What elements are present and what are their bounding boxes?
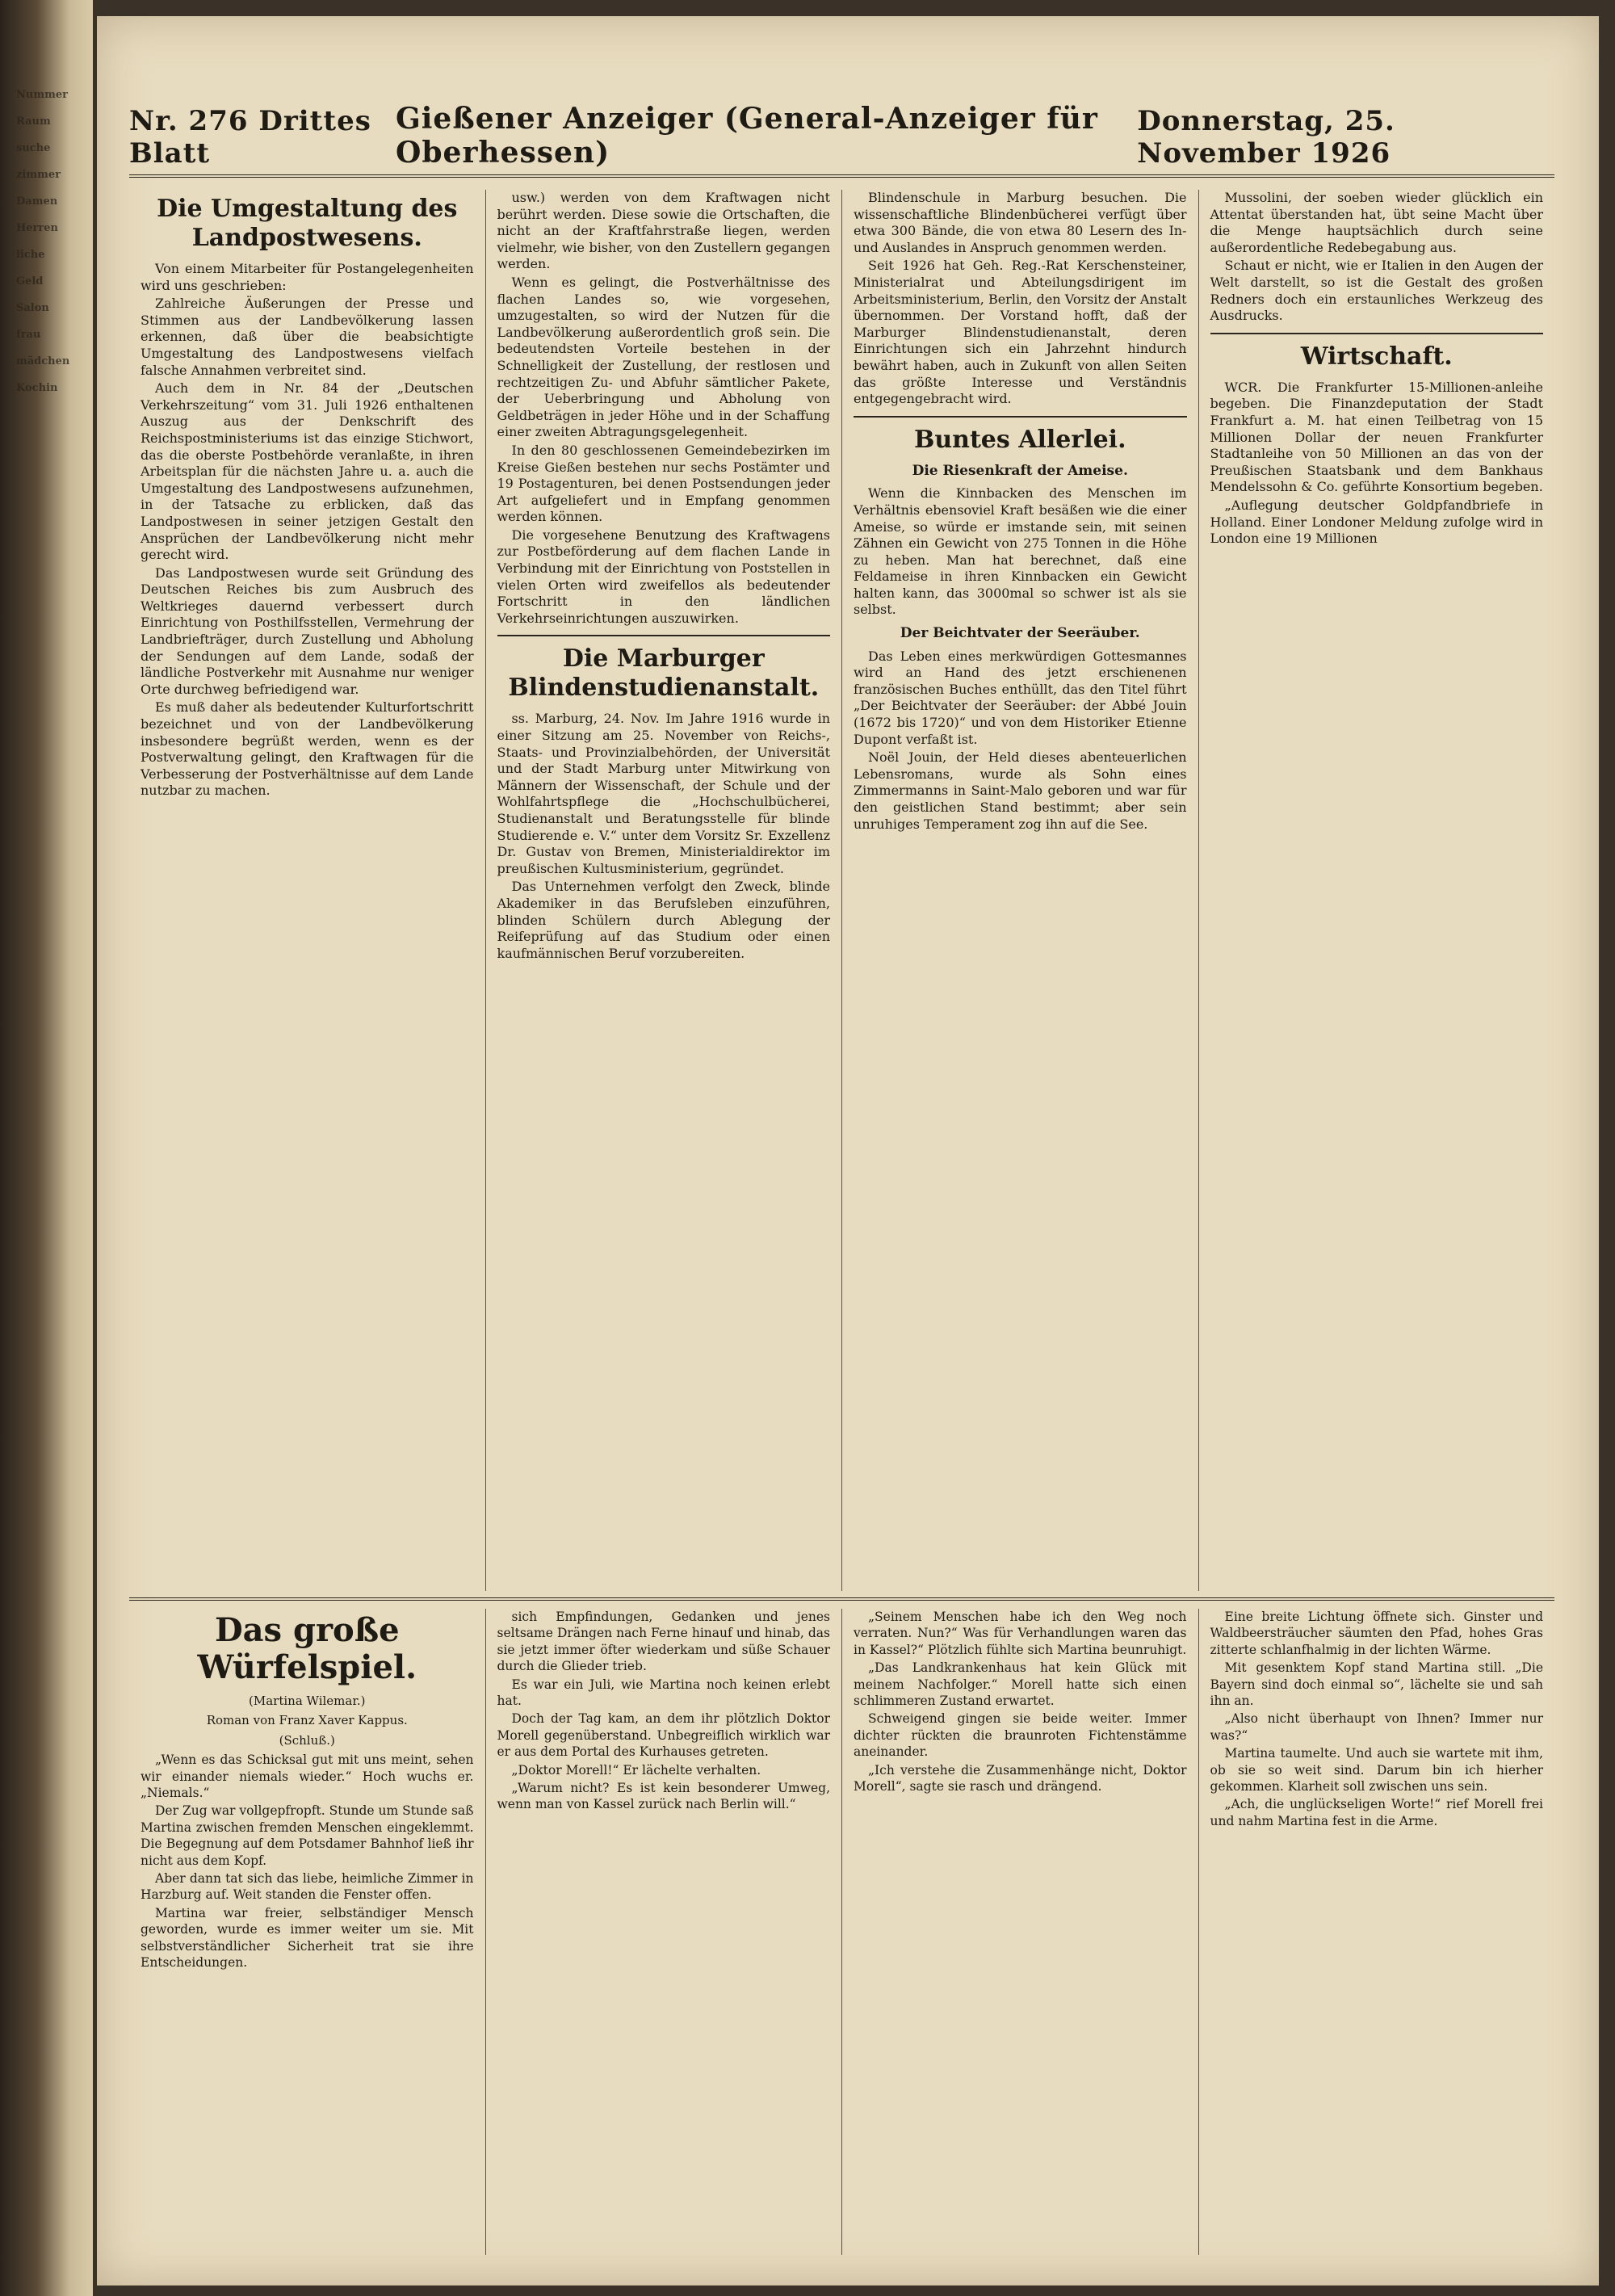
serial-title: Das große Würfelspiel.: [197, 1611, 417, 1686]
feuilleton-columns: [129, 1609, 1554, 2255]
article-title: Wirtschaft.: [1300, 342, 1453, 371]
article-paragraph: „Auflegung deutscher Goldpfandbriefe in Holland. Einer Londoner Meldung zufolge wird in London eine 19 Millionen: [1210, 497, 1543, 547]
article-paragraph: Schaut er nicht, wie er Italien in den Augen der Welt darstellt, so ist die Gestalt des großen Redners doch ein erstaunliches Werkzeug des Ausdrucks.: [1210, 258, 1543, 324]
article-paragraph: Auch dem in Nr. 84 der „Deutschen Verkehrszeitung“ vom 31. Juli 1926 enthaltenen Auszug aus der Denkschrift des Reichspostministeriums ist das einzige Stichwort, das die oberste Postbehörde veranlaßte, in ihren Arbeitsplan für die nächsten Jahre u. a. auch die Umgestaltung des Landpostwesens aufzunehmen, in der Tatsache zu erblicken, daß das Landpostwesen in seiner jetzigen Gestalt den Ansprüchen der Landbevölkerung nicht mehr gerecht wird.: [141, 380, 474, 563]
column-3: [842, 190, 1199, 1591]
serial-subtitle: (Martina Wilemar.): [249, 1694, 366, 1708]
issue-number: Nr. 276 Drittes Blatt: [129, 105, 371, 170]
serial-column-1: [129, 1609, 486, 2255]
article-title: Die Marburger Blindenstudienanstalt.: [508, 644, 820, 703]
serial-paragraph: Aber dann tat sich das liebe, heimliche Zimmer in Harzburg auf. Weit standen die Fenster offen.: [141, 1871, 474, 1903]
serial-paragraph: „Warum nicht? Es ist kein besonderer Umweg, wenn man von Kassel zurück nach Berlin will.“: [497, 1781, 830, 1812]
article-paragraph: Es muß daher als bedeutender Kulturfortschritt bezeichnet und von der Landbevölkerung insbesondere begrüßt werden, wenn es der Postverwaltung gelingt, den Kraftwagen für die Verbesserung der Postverhältnisse auf dem Lande nutzbar zu machen.: [141, 699, 474, 799]
article-byline: Von einem Mitarbeiter für Postangelegenheiten wird uns geschrieben:: [141, 261, 474, 293]
article-paragraph: Zahlreiche Äußerungen der Presse und Stimmen aus der Landbevölkerung lassen erkennen, daß über die beabsichtigte Umgestaltung des Landpostwesens vielfach falsche Annahmen verbreitet sind.: [141, 296, 474, 378]
section-divider: [1210, 333, 1544, 334]
article-subtitle: Die Riesenkraft der Ameise.: [912, 462, 1128, 479]
article-paragraph: Wenn es gelingt, die Postverhältnisse des flachen Landes so, wie vorgesehen, umzugestalten, so wird der Nutzen für die Landbevölkerung außerordentlich groß sein. Die bedeutendsten Vorteile bestehen in der Schnelligkeit der Zustellung, der restlosen und rechtzeitigen Zu- und Abfuhr sämtlicher Pakete, der Ueberbringung und Abholung von Geldbeträgen in jeder Höhe und in der Schaffung einer zweiten Abtragungsgelegenheit.: [497, 274, 830, 440]
serial-paragraph: „Doktor Morell!“ Er lächelte verhalten.: [511, 1762, 761, 1778]
previous-page-edge: Nummer Raum suche zimmer Damen Herren liche Geld Salon frau mädchen Kochin: [16, 89, 70, 394]
article-paragraph: Das Unternehmen verfolgt den Zweck, blinde Akademiker in das Berufsleben einzuführen, blinden Schülern durch Ablegung der Reifeprüfung auf das Studium oder einen kaufmännischen Beruf vorzubereiten.: [497, 879, 830, 961]
serial-column-4: [1199, 1609, 1555, 2255]
serial-installment: (Schluß.): [279, 1732, 335, 1748]
article-paragraph: Mussolini, der soeben wieder glücklich ein Attentat überstanden hat, übt seine Macht über die Menge hauptsächlich durch seine außerordentliche Redebegabung aus.: [1210, 190, 1543, 255]
newspaper-page: [97, 16, 1599, 2286]
serial-column-2: [486, 1609, 843, 2255]
serial-paragraph: „Ich verstehe die Zusammenhänge nicht, Doktor Morell“, sagte sie rasch und drängend.: [854, 1762, 1187, 1794]
serial-paragraph: Martina war freier, selbständiger Mensch geworden, wurde es immer weiter um sie. Mit selbstverständlicher Sicherheit trat sie ihre Entscheidungen.: [141, 1905, 474, 1971]
serial-paragraph: „Ach, die unglückseligen Worte!“ rief Morell frei und nahm Martina fest in die Arme.: [1210, 1797, 1543, 1828]
article-paragraph: usw.) werden von dem Kraftwagen nicht berührt werden. Diese sowie die Ortschaften, die nicht an der Kraftfahrstraße liegen, werden vielmehr, wie bisher, von den Zustellern gegangen werden.: [497, 190, 830, 272]
article-paragraph: Seit 1926 hat Geh. Reg.-Rat Kerschensteiner, Ministerialrat und Abteilungsdirigent im Arbeitsministerium, Berlin, den Vorsitz der Anstalt übernommen. Der Vorstand hofft, daß der Marburger Blindenstudienanstalt, deren Einrichtungen sich ein Jahrzehnt hindurch bewährt haben, auch in Zukunft von allen Seiten das größte Interesse und Verständnis entgegengebracht wird.: [854, 258, 1187, 407]
article-paragraph: Noël Jouin, der Held dieses abenteuerlichen Lebensromans, wurde als Sohn eines Zimmermanns in Saint-Malo geboren und war für den geistlichen Stand bestimmt; aber sein unruhiges Temperament zog ihn auf die See.: [854, 749, 1187, 832]
serial-paragraph: sich Empfindungen, Gedanken und jenes seltsame Drängen nach Ferne hinauf und hinab, das sie jetzt immer öfter wiederkam und süße Schauer durch die Glieder trieb.: [497, 1610, 830, 1674]
serial-paragraph: „Also nicht überhaupt von Ihnen? Immer nur was?“: [1210, 1711, 1543, 1743]
serial-paragraph: „Seinem Menschen habe ich den Weg noch verraten. Nun?“ Was für Verhandlungen waren das in Kassel?“ Plötzlich fühlte sich Martina beunruhigt.: [854, 1610, 1187, 1657]
serial-paragraph: „Das Landkrankenhaus hat kein Glück mit meinem Nachfolger.“ Morell hatte sich einen schlimmeren Zustand erwartet.: [854, 1660, 1187, 1709]
serial-column-3: [842, 1609, 1199, 2255]
article-paragraph: ss. Marburg, 24. Nov. Im Jahre 1916 wurde in einer Sitzung am 25. November von Reichs-, Staats- und Provinzialbehörden, der Universität und der Stadt Marburg unter Mitwirkung von Männern der Wissenschaft, der Schule und der Wohlfahrtspflege die „Hochschulbücherei, Studienanstalt und Beratungsstelle für blinde Studierende e. V.“ unter dem Vorsitz Sr. Exzellenz Dr. Gustav von Bremen, Ministerialdirektor im preußischen Kultusministerium, gegründet.: [497, 711, 830, 876]
feuilleton-divider: [129, 1597, 1554, 1601]
article-title: Buntes Allerlei.: [913, 425, 1126, 454]
serial-paragraph: Eine breite Lichtung öffnete sich. Ginster und Waldbeersträucher säumten den Pfad, hohes Gras zitterte schlanfhalmig in der lichten Wärme.: [1210, 1610, 1543, 1657]
article-title: Die Umgestaltung des Landpostwesens.: [157, 195, 458, 252]
article-paragraph: WCR. Die Frankfurter 15-Millionen-anleihe begeben. Die Finanzdeputation der Stadt Frankfurt a. M. hat einen Teilbetrag von 15 Millionen Dollar der neuen Frankfurter Stadtanleihe von 50 Millionen an das von der Preußischen Staatsbank und dem Bankhaus Mendelssohn & Co. geführte Konsortium begeben.: [1210, 379, 1543, 495]
serial-paragraph: Martina taumelte. Und auch sie wartete mit ihm, ob sie so weit sind. Darum bin ich hierher gekommen. Klarheit soll zwischen uns sein.: [1210, 1746, 1543, 1794]
article-paragraph: Wenn die Kinnbacken des Menschen im Verhältnis ebensoviel Kraft besäßen wie die einer Ameise, so würde er imstande sein, mit seinen Zähnen ein Gewicht von 275 Tonnen in die Höhe zu heben. Man hat berechnet, daß eine Feldameise in ihren Kinnbacken ein Gewicht halten kann, das 3000mal so schwer ist als sie selbst.: [854, 485, 1187, 618]
serial-paragraph: Der Zug war vollgepfropft. Stunde um Stunde saß Martina zwischen fremden Menschen eingeklemmt. Die Begegnung auf dem Potsdamer Bahnhof ließ ihr nicht aus dem Kopf.: [141, 1803, 474, 1868]
issue-date: Donnerstag, 25. November 1926: [1137, 105, 1395, 170]
serial-paragraph: Mit gesenktem Kopf stand Martina still. „Die Bayern sind doch einmal so“, lächelte sie und sah ihn an.: [1210, 1660, 1543, 1709]
section-divider: [497, 635, 831, 636]
article-paragraph: Das Leben eines merkwürdigen Gottesmannes wird an Hand des jetzt erschienenen französischen Buches enthüllt, das den Titel führt „Der Beichtvater der Seeräuber: der Abbé Jouin (1672 bis 1720)“ und von dem Historiker Etienne Dupont verfaßt ist.: [854, 648, 1187, 747]
article-paragraph: In den 80 geschlossenen Gemeindebezirken im Kreise Gießen bestehen nur sechs Postämter und 19 Postagenturen, bei denen Postsendungen jeder Art aufgeliefert und in Empfang genommen werden können.: [497, 442, 830, 525]
serial-paragraph: „Wenn es das Schicksal gut mit uns meint, sehen wir einander niemals wieder.“ Hoch wuchs er. „Niemals.“: [141, 1752, 474, 1801]
article-subtitle: Der Beichtvater der Seeräuber.: [900, 625, 1140, 642]
upper-columns: [129, 190, 1554, 1591]
serial-author: Roman von Franz Xaver Kappus.: [206, 1713, 408, 1728]
section-divider: [854, 416, 1187, 418]
masthead: [129, 102, 1554, 178]
column-1: [129, 190, 486, 1591]
serial-paragraph: Schweigend gingen sie beide weiter. Immer dichter rückten die braunroten Fichtenstämme aneinander.: [854, 1711, 1187, 1760]
serial-paragraph: Es war ein Juli, wie Martina noch keinen erlebt hat.: [497, 1677, 830, 1709]
article-paragraph: Blindenschule in Marburg besuchen. Die wissenschaftliche Blindenbücherei verfügt über etwa 300 Bände, die von etwa 80 Lesern des In- und Auslandes in Anspruch genommen werden.: [854, 190, 1187, 255]
column-4: [1199, 190, 1555, 1591]
article-paragraph: Die vorgesehene Benutzung des Kraftwagens zur Postbeförderung auf dem flachen Lande in Verbindung mit der Einrichtung von Poststellen in vielen Orten wird zweifellos als bedeutender Fortschritt in den ländlichen Verkehrseinrichtungen auszuwirken.: [497, 527, 830, 626]
serial-paragraph: Doch der Tag kam, an dem ihr plötzlich Doktor Morell gegenüberstand. Unbegreiflich wirklich war er aus dem Portal des Kurhauses getreten.: [497, 1711, 830, 1760]
newspaper-title: Gießener Anzeiger (General-Anzeiger für Oberhessen): [396, 102, 1098, 170]
column-2: [486, 190, 843, 1591]
article-paragraph: Das Landpostwesen wurde seit Gründung des Deutschen Reiches bis zum Ausbruch des Weltkrieges dauernd verbessert durch Einrichtung von Posthilfsstellen, Vermehrung der Landbriefträger, durch Zustellung und Abholung der Sendungen auf dem Lande, sodaß der ländliche Postverkehr mit Ausnahme nur weniger Orte durchweg befriedigend war.: [141, 565, 474, 697]
